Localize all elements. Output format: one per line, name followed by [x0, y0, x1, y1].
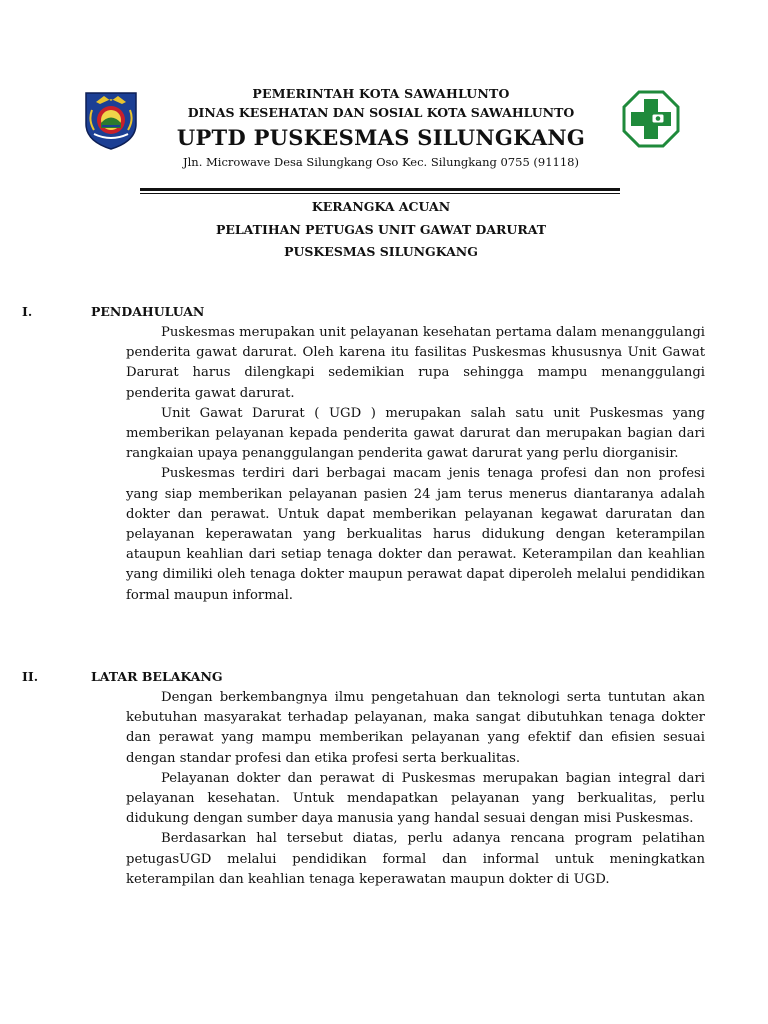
address-line: Jln. Microwave Desa Silungkang Oso Kec. Silungkang 0755 (91118)	[183, 155, 579, 169]
paragraph: Unit Gawat Darurat ( UGD ) merupakan salah satu unit Puskesmas yang memberikan pelayanan kepada penderita gawat darurat dan merupakan bagian dari rangkaian upaya penanggulangan penderita gawat darurat yang perlu diorganisir.	[126, 405, 705, 462]
document-title	[140, 196, 622, 264]
government-name: PEMERINTAH KOTA SAWAHLUNTO	[252, 86, 510, 101]
paragraph: Dengan berkembangnya ilmu pengetahuan dan teknologi serta tuntutan akan kebutuhan masyarakat terhadap pelayanan, maka sangat dibutuhkan tenaga dokter dan perawat yang mampu memberikan pelayanan yang efektif dan efisien sesuai dengan standar profesi dan etika profesi serta berkualitas.	[126, 690, 705, 766]
title-line-1: KERANGKA ACUAN	[311, 199, 451, 214]
section-title: PENDAHULUAN	[91, 304, 205, 319]
health-cross-icon	[622, 90, 680, 148]
section-body	[126, 688, 705, 890]
agency-name: DINAS KESEHATAN DAN SOSIAL KOTA SAWAHLUNTO	[187, 105, 575, 120]
paragraph: Puskesmas terdiri dari berbagai macam jenis tenaga profesi dan non profesi yang siap memberikan pelayanan pasien 24 jam terus menerus diantaranya adalah dokter dan perawat. Untuk dapat memberikan pelayanan kegawat daruratan dan pelayanan keperawatan yang berkualitas harus didukung dengan keterampilan ataupun keahlian dari setiap tenaga dokter dan perawat. Keterampilan dan keahlian yang dimiliki oleh tenaga dokter maupun perawat dapat diperoleh melalui pendidikan formal maupun informal.	[126, 466, 705, 603]
title-line-3: PUSKESMAS SILUNGKANG	[284, 244, 478, 259]
section-body	[126, 323, 705, 606]
section-title: LATAR BELAKANG	[91, 669, 223, 684]
paragraph: Berdasarkan hal tersebut diatas, perlu adanya rencana program pelatihan petugasUGD melalui pendidikan formal dan informal untuk meningkatkan keterampilan dan keahlian tenaga keperawatan maupun dokter di UGD.	[126, 831, 705, 887]
title-line-2: PELATIHAN PETUGAS UNIT GAWAT DARURAT	[215, 221, 547, 237]
section-number: II.	[22, 669, 39, 684]
letterhead-divider-thick	[140, 188, 620, 191]
institution-name: UPTD PUSKESMAS SILUNGKANG	[176, 125, 586, 150]
letterhead-divider-thin	[140, 193, 620, 194]
city-crest-icon	[82, 90, 140, 150]
paragraph: Pelayanan dokter dan perawat di Puskesmas merupakan bagian integral dari pelayanan kesehatan. Untuk mendapatkan pelayanan yang berkualitas, perlu didukung dengan sumber daya manusia yang handal sesuai dengan misi Puskesmas.	[126, 770, 705, 827]
letterhead	[140, 85, 622, 170]
section-number: I.	[22, 304, 33, 319]
paragraph: Puskesmas merupakan unit pelayanan kesehatan pertama dalam menanggulangi penderita gawat darurat. Oleh karena itu fasilitas Puskesmas khususnya Unit Gawat Darurat harus dilengkapi sedemikian rupa sehingga mampu menanggulangi penderita gawat darurat.	[126, 325, 705, 401]
